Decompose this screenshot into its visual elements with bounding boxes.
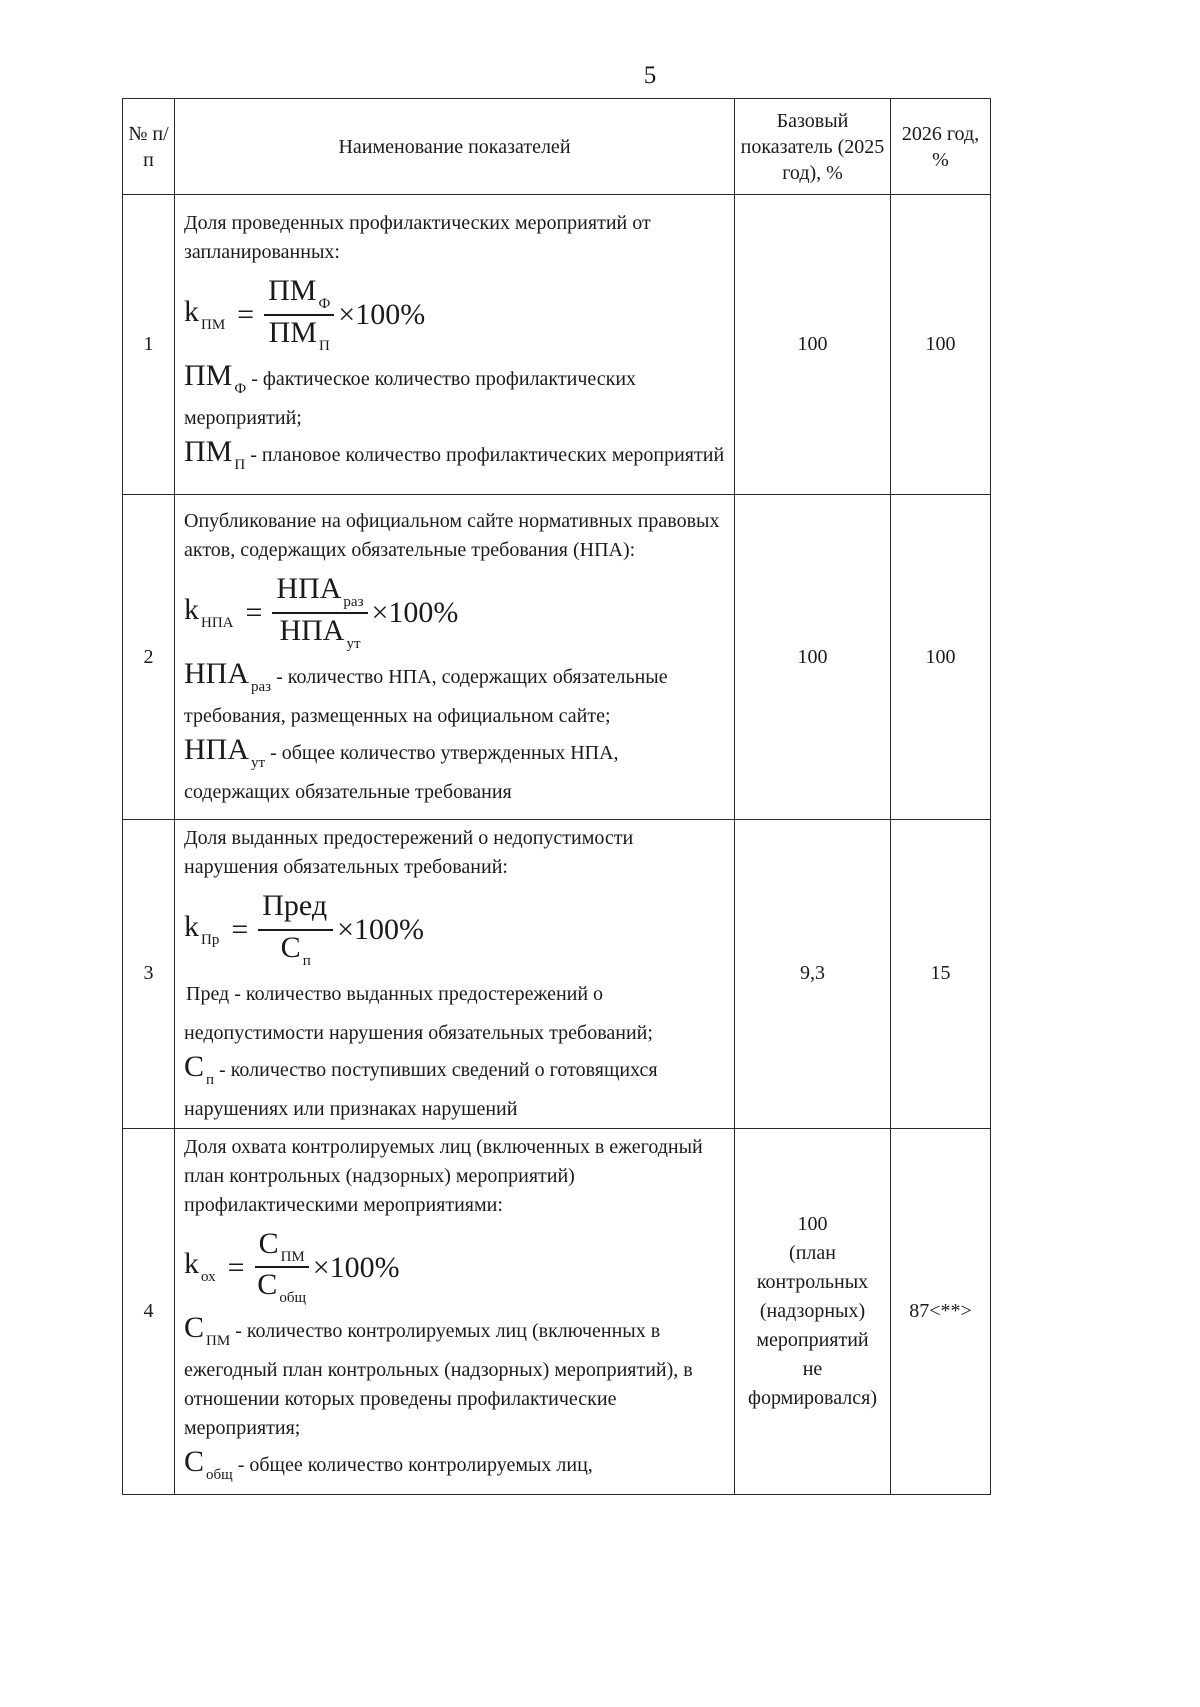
formula-den-main: С — [257, 1268, 278, 1302]
definition-symbol-sub: Ф — [234, 380, 247, 397]
indicator-title: Доля проведенных профилактических мероприятий от запланированных: — [184, 212, 651, 264]
definition — [184, 976, 726, 1048]
base-value-line: 100 — [797, 1212, 828, 1235]
formula-den-sub: общ — [279, 1290, 306, 1307]
formula-denominator — [269, 316, 330, 355]
base-value — [735, 1128, 891, 1495]
formula-multiplier: ×100% — [338, 298, 426, 332]
definition-symbol-sub: П — [234, 456, 246, 473]
formula-numerator — [272, 573, 367, 614]
row-number: 2 — [123, 495, 175, 820]
definition-symbol-main: С — [184, 1445, 205, 1478]
definition — [184, 1447, 726, 1490]
definition-symbol-sub: ПМ — [206, 1333, 231, 1349]
formula-k — [184, 594, 234, 632]
base-value-line: 100 — [797, 645, 828, 668]
indicators-table — [122, 98, 991, 1495]
formula-den-main: С — [280, 930, 301, 964]
formula — [184, 573, 726, 653]
definition-text: - плановое количество профилактических мероприятий — [245, 443, 725, 466]
formula-k-letter: k — [184, 295, 199, 329]
formula-num-main: С — [258, 1226, 279, 1260]
definition-text: - фактическое количество профилактических мероприятий; — [184, 367, 637, 429]
definition — [184, 358, 726, 433]
value-2026: 100 — [891, 195, 991, 495]
formula-k-sub: ох — [201, 1269, 216, 1286]
indicator-cell — [175, 495, 735, 820]
definition-text: - общее количество контролируемых лиц, — [232, 1454, 593, 1476]
definition-symbol-main: ПМ — [184, 434, 233, 468]
row-number: 1 — [123, 195, 175, 495]
definition-symbol — [184, 1445, 233, 1483]
definition — [184, 732, 726, 807]
definition-text: Пред - количество выданных предостережений о недопустимости нарушения обязательных требований; — [184, 982, 653, 1044]
formula-num-sub: раз — [343, 594, 364, 611]
value-2026: 100 — [891, 495, 991, 820]
indicator-cell — [175, 1128, 735, 1495]
formula-den-sub: п — [302, 952, 311, 969]
formula-numerator — [258, 890, 333, 931]
header-number: № п/п — [123, 99, 175, 195]
base-value — [735, 195, 891, 495]
formula-num-main: Пред — [262, 889, 328, 922]
formula — [184, 275, 726, 355]
value-2026: 87<**> — [891, 1128, 991, 1495]
formula-num-sub: ПМ — [280, 1248, 305, 1265]
formula-eq: = — [231, 913, 249, 946]
formula-k-letter: k — [184, 909, 199, 943]
header-2026: 2026 год, % — [891, 99, 991, 195]
formula-denominator — [257, 1268, 306, 1307]
base-value — [735, 495, 891, 820]
definition-symbol-sub: общ — [206, 1467, 233, 1483]
formula-multiplier: ×100% — [337, 913, 425, 946]
row-number: 4 — [123, 1128, 175, 1495]
formula-k-sub: Пр — [201, 931, 220, 948]
formula-k — [184, 1248, 216, 1286]
definition-symbol — [184, 434, 246, 473]
definition-symbol — [184, 1311, 231, 1349]
definition-symbol-main: ПМ — [184, 358, 233, 392]
formula-numerator — [255, 1228, 309, 1269]
formula-fraction — [258, 890, 333, 970]
definition-symbol-sub: раз — [251, 678, 272, 695]
formula-multiplier: ×100% — [371, 596, 459, 630]
formula-k — [184, 296, 225, 334]
formula-k-letter: k — [184, 593, 199, 627]
formula-den-sub: П — [318, 338, 330, 354]
definition-symbol — [184, 358, 247, 397]
formula-eq: = — [227, 1250, 245, 1284]
value-2026: 15 — [891, 820, 991, 1129]
definitions — [184, 1313, 726, 1490]
formula — [184, 1228, 726, 1308]
formula-num-main: ПМ — [268, 274, 317, 308]
base-value-line: не — [802, 1357, 823, 1380]
formula-fraction — [255, 1228, 309, 1308]
base-value-line: 9,3 — [800, 962, 825, 985]
formula-numerator — [264, 275, 334, 316]
formula-k-sub: НПА — [201, 615, 234, 632]
formula-fraction — [264, 275, 334, 355]
header-base: Базовый показатель (2025 год), % — [735, 99, 891, 195]
base-value-line: мероприятий — [756, 1328, 869, 1351]
indicator-cell — [175, 195, 735, 495]
formula-eq: = — [237, 298, 255, 332]
definition-symbol-main: НПА — [184, 732, 249, 766]
definition — [184, 434, 726, 480]
formula-k-letter: k — [184, 1247, 199, 1281]
base-value-line: (план — [789, 1241, 836, 1264]
definition — [184, 1049, 726, 1124]
definition-text: - количество НПА, содержащих обязательные требования, размещенных на официальном сайте; — [184, 665, 668, 727]
definition-symbol-sub: п — [206, 1071, 215, 1088]
formula-denominator — [281, 931, 311, 970]
indicator-cell — [175, 820, 735, 1129]
definition-symbol — [184, 732, 266, 771]
header-name: Наименование показателей — [175, 99, 735, 195]
definition-text: - количество поступивших сведений о готовящихся нарушениях или признаках нарушений — [184, 1058, 658, 1120]
formula-den-main: НПА — [279, 614, 345, 647]
indicator-title: Доля выданных предостережений о недопустимости нарушения обязательных требований: — [184, 827, 634, 878]
base-value — [735, 820, 891, 1129]
formula-multiplier: ×100% — [312, 1250, 400, 1284]
formula-num-main: НПА — [276, 572, 342, 606]
definitions — [184, 656, 726, 807]
indicator-title: Доля охвата контролируемых лиц (включенных в ежегодный план контрольных (надзорных) мероприятий) профилактическими мероприятиями: — [184, 1135, 703, 1216]
formula — [184, 890, 726, 970]
base-value-line: формировался) — [748, 1386, 877, 1409]
formula-fraction — [272, 573, 367, 653]
row-number: 3 — [123, 820, 175, 1129]
formula-num-sub: Ф — [318, 296, 331, 313]
table-header-row — [123, 99, 991, 195]
formula-den-sub: ут — [346, 636, 361, 652]
definition-symbol-main: С — [184, 1049, 205, 1083]
table-row — [123, 195, 991, 495]
definition-symbol-main: НПА — [184, 656, 249, 690]
formula-eq: = — [245, 596, 263, 630]
definition-symbol — [184, 1049, 215, 1088]
table-row — [123, 820, 991, 1129]
formula-den-main: ПМ — [268, 316, 317, 349]
definition-symbol-main: С — [184, 1311, 205, 1344]
page-number: 5 — [643, 62, 657, 89]
table-row — [123, 495, 991, 820]
formula-k — [184, 911, 219, 949]
definition-text: - общее количество утвержденных НПА, содержащих обязательные требования — [184, 741, 619, 803]
table-row — [123, 1128, 991, 1495]
definition-symbol — [184, 656, 272, 695]
definitions — [184, 358, 726, 480]
definitions — [184, 976, 726, 1124]
definition — [184, 656, 726, 731]
definition-symbol-sub: ут — [251, 754, 266, 771]
formula-k-sub: ПМ — [201, 317, 226, 334]
definition — [184, 1313, 726, 1443]
base-value-line: 100 — [797, 333, 828, 355]
formula-denominator — [279, 614, 360, 653]
base-value-line: контрольных — [756, 1270, 869, 1293]
definition-text: - количество контролируемых лиц (включенных в ежегодный план контрольных (надзорных) мероприятий), в отношении которых проведены профилактические мероприятия; — [184, 1320, 693, 1439]
table-body — [123, 195, 991, 1495]
base-value-line: (надзорных) — [759, 1299, 866, 1322]
indicator-title: Опубликование на официальном сайте нормативных правовых актов, содержащих обязательные требования (НПА): — [184, 510, 720, 562]
